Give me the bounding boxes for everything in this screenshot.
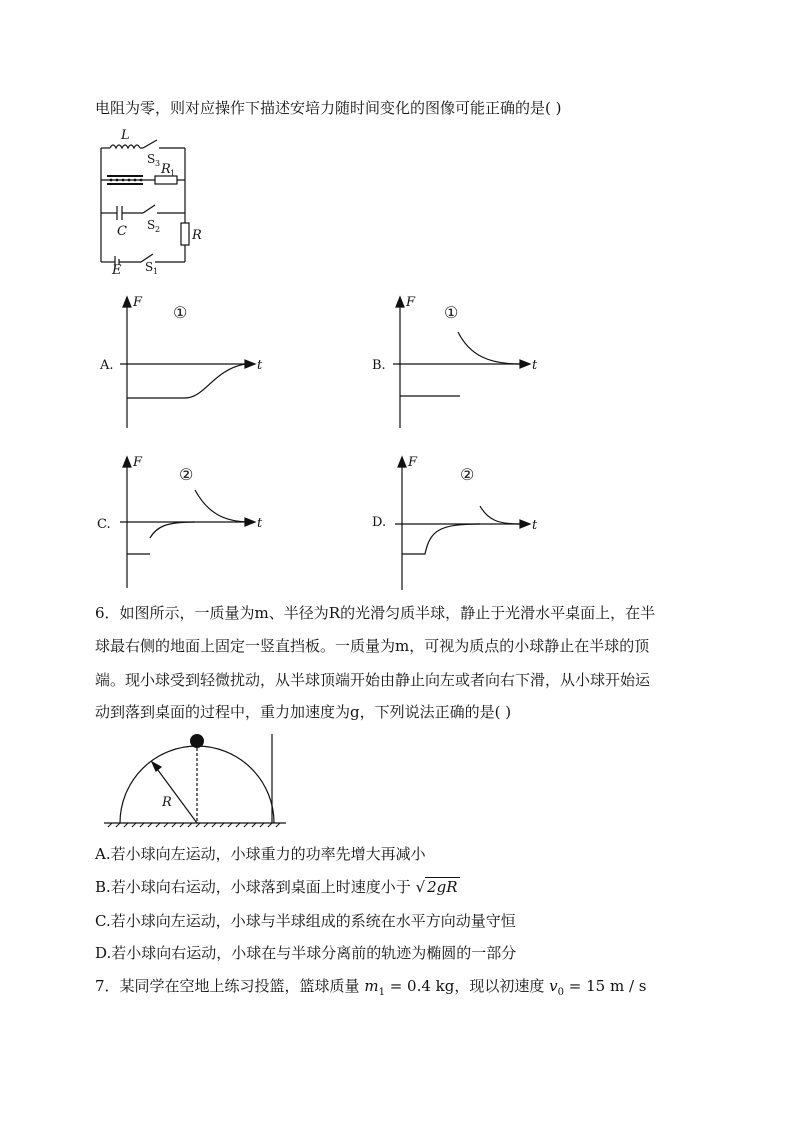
label-S3: S bbox=[147, 152, 156, 166]
graph-a-xlabel: t bbox=[257, 358, 263, 373]
label-L: L bbox=[121, 128, 130, 143]
q6-line4: 动到落到桌面的过程中，重力加速度为g，下列说法正确的是( ) bbox=[95, 703, 512, 721]
q6-option-c: C.若小球向左运动，小球与半球组成的系统在水平方向动量守恒 bbox=[95, 912, 516, 930]
q6-option-b-text: B.若小球向右运动，小球落到桌面上时速度小于 bbox=[95, 878, 416, 896]
q6-option-a: A.若小球向左运动，小球重力的功率先增大再减小 bbox=[95, 845, 426, 863]
graph-c-xlabel: t bbox=[257, 516, 263, 531]
q5-stem: 电阻为零，则对应操作下描述安培力随时间变化的图像可能正确的是( ) bbox=[95, 99, 562, 117]
q6-line3: 端。现小球受到轻微扰动，从半球顶端开始由静止向左或者向右下滑，从小球开始运 bbox=[95, 671, 651, 689]
q6-line2: 球最右侧的地面上固定一竖直挡板。一质量为m，可视为质点的小球静止在半球的顶 bbox=[95, 637, 650, 655]
graph-b-xlabel: t bbox=[532, 358, 538, 373]
q7-text: 7．某同学在空地上练习投篮，篮球质量 bbox=[95, 977, 365, 995]
q7-v-val: = 15 m / s bbox=[564, 977, 647, 995]
label-E: E bbox=[112, 263, 122, 275]
graph-d-ylabel: F bbox=[408, 455, 418, 470]
label-S2-sub: 2 bbox=[155, 225, 161, 234]
q6-option-b bbox=[95, 876, 460, 898]
graph-a-ylabel: F bbox=[133, 295, 143, 310]
graph-d-tag: ② bbox=[460, 465, 475, 484]
graph-b-tag: ① bbox=[444, 303, 459, 322]
label-S1-sub: 1 bbox=[153, 267, 159, 275]
hemisphere-radius-label: R bbox=[162, 795, 172, 810]
graph-c-tag: ② bbox=[179, 465, 194, 484]
graph-c bbox=[95, 450, 275, 590]
hemisphere-figure bbox=[100, 728, 290, 832]
option-d-label: D. bbox=[372, 515, 387, 530]
q6-option-b-math: 2gR bbox=[427, 878, 458, 896]
option-c-label: C. bbox=[97, 517, 111, 532]
graph-a bbox=[95, 290, 275, 430]
graph-a-tag: ① bbox=[173, 303, 188, 322]
graph-c-ylabel: F bbox=[133, 455, 143, 470]
q7-m-sub: 1 bbox=[378, 987, 385, 998]
graph-d-xlabel: t bbox=[532, 518, 538, 533]
q7-stem bbox=[95, 975, 646, 1004]
q7-v-var: v bbox=[549, 977, 558, 995]
label-C: C bbox=[117, 224, 127, 239]
q6-line1: 6．如图所示，一质量为m、半径为R的光滑匀质半球，静止于光滑水平桌面上，在半 bbox=[95, 604, 656, 622]
label-R: R bbox=[192, 228, 202, 243]
graph-b-ylabel: F bbox=[406, 295, 416, 310]
label-R1: R bbox=[161, 162, 171, 177]
label-S1: S bbox=[145, 260, 154, 274]
sqrt-symbol: √ bbox=[415, 878, 426, 896]
label-S3-sub: 3 bbox=[155, 159, 161, 168]
label-S2: S bbox=[147, 218, 156, 232]
circuit-diagram bbox=[95, 125, 220, 275]
label-R1-sub: 1 bbox=[170, 169, 176, 178]
option-a-label: A. bbox=[100, 358, 114, 373]
q7-m-var: m bbox=[364, 977, 379, 995]
option-b-label: B. bbox=[372, 358, 386, 373]
graph-d bbox=[370, 450, 550, 590]
q7-m-val: = 0.4 kg，现以初速度 bbox=[384, 977, 550, 995]
graph-b bbox=[370, 290, 550, 430]
q7-v-sub: 0 bbox=[557, 987, 564, 998]
q6-option-d: D.若小球向右运动，小球在与半球分离前的轨迹为椭圆的一部分 bbox=[95, 944, 517, 962]
